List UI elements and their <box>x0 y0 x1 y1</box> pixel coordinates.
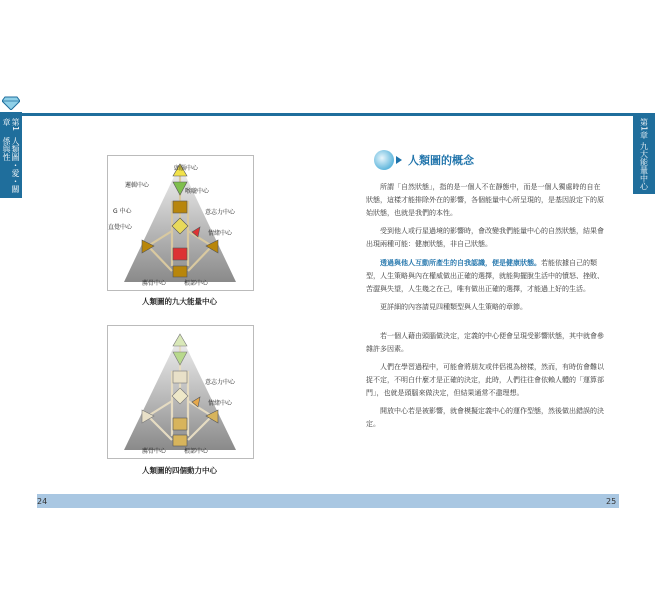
label-sacral: 薦骨中心 <box>142 280 167 287</box>
paragraph-6: 人們在學習過程中，可能會將朋友或伴侶視為榜樣，然而，有時仿會難以捉不定，不明白什麼才是正確的決定，此時，人們往往會依賴人體的「運算部門」，也就是頭腦來做決定，但結果通常不盡理想。 <box>366 363 604 397</box>
paragraph-1: 所謂「自然狀態」，指的是一個人不在靜態中，而是一個人獨處時的自在狀態，這樣才能排除外在的影響，各個能量中心所呈現的，是基因設定下的原始狀態，也就是我們的本性。 <box>366 183 604 217</box>
section-title: 人類圖的概念 <box>408 154 474 167</box>
nine-centers-diagram <box>107 155 254 291</box>
paragraph-7: 開放中心若是被影響，就會模擬定義中心的運作型態，然後做出錯誤的決定。 <box>366 407 604 428</box>
paragraph-4: 更詳細的內容請見四種類型與人生策略的章節。 <box>380 303 527 311</box>
diagram2-caption: 人類圖的四個動力中心 <box>142 466 217 475</box>
label-g: G 中心 <box>113 208 132 215</box>
right-chapter-title: 九大能量中心 <box>639 142 649 191</box>
label-root-2: 根部中心 <box>184 448 209 455</box>
label-solar: 情緒中心 <box>208 230 233 237</box>
label-ajna: 邏輯中心 <box>125 182 150 189</box>
root-center-shape <box>173 266 187 277</box>
body-text-block <box>366 181 606 319</box>
section-heading <box>372 150 474 170</box>
paragraph-2: 受到他人或行星過境的影響時，會改變我們能量中心的自然狀態，結果會出現兩種可能：健康狀態，非自己狀態。 <box>366 227 604 248</box>
diamond-logo-icon <box>2 96 20 110</box>
left-chapter-title: 人類圖・愛・關係與性 <box>2 137 20 194</box>
label-spleen: 直覺中心 <box>108 224 133 231</box>
header-rule <box>0 113 655 116</box>
label-head: 頭腦中心 <box>174 165 199 172</box>
blue-sphere-icon <box>372 149 404 171</box>
highlight-rest: 若能依據自己的類型，人生策略與內在權威做出正確的選擇，就能夠擺脫生活中的憤怒、挫敗、苦澀與失望，人生幾之在己，唯有做出正確的選擇，才能過上好的生活。 <box>366 259 604 293</box>
label-ego-2: 意志力中心 <box>205 379 236 386</box>
bodygraph-illustration-2 <box>108 326 253 458</box>
throat-center-shape <box>173 201 187 213</box>
label-throat: 喉嚨中心 <box>185 188 210 195</box>
paragraph-3 <box>366 256 606 296</box>
diagram1-caption: 人類圖的九大能量中心 <box>142 297 217 306</box>
body-text-block-2 <box>366 330 606 436</box>
sacral-center-shape <box>173 248 187 260</box>
page-number-left: 24 <box>37 497 48 506</box>
label-sacral-2: 薦骨中心 <box>142 448 167 455</box>
label-root: 根部中心 <box>184 280 209 287</box>
left-chapter-tab <box>0 112 22 198</box>
four-motor-centers-diagram <box>107 325 254 459</box>
label-ego: 意志力中心 <box>205 209 236 216</box>
label-solar-2: 情緒中心 <box>208 400 233 407</box>
right-chapter-tab <box>633 114 655 194</box>
page-number-right: 25 <box>606 497 617 506</box>
right-chapter-label: 第1章 <box>639 118 649 140</box>
footer-bar <box>37 494 619 508</box>
left-chapter-label: 第1章 <box>2 118 20 132</box>
paragraph-5: 若一個人藉由頭腦做決定，定義的中心便會呈現受影響狀態，其中就會參雜許多因素。 <box>366 332 604 353</box>
highlight-text: 透過與他人互動所產生的自我認識，便是健康狀態。 <box>380 258 541 267</box>
